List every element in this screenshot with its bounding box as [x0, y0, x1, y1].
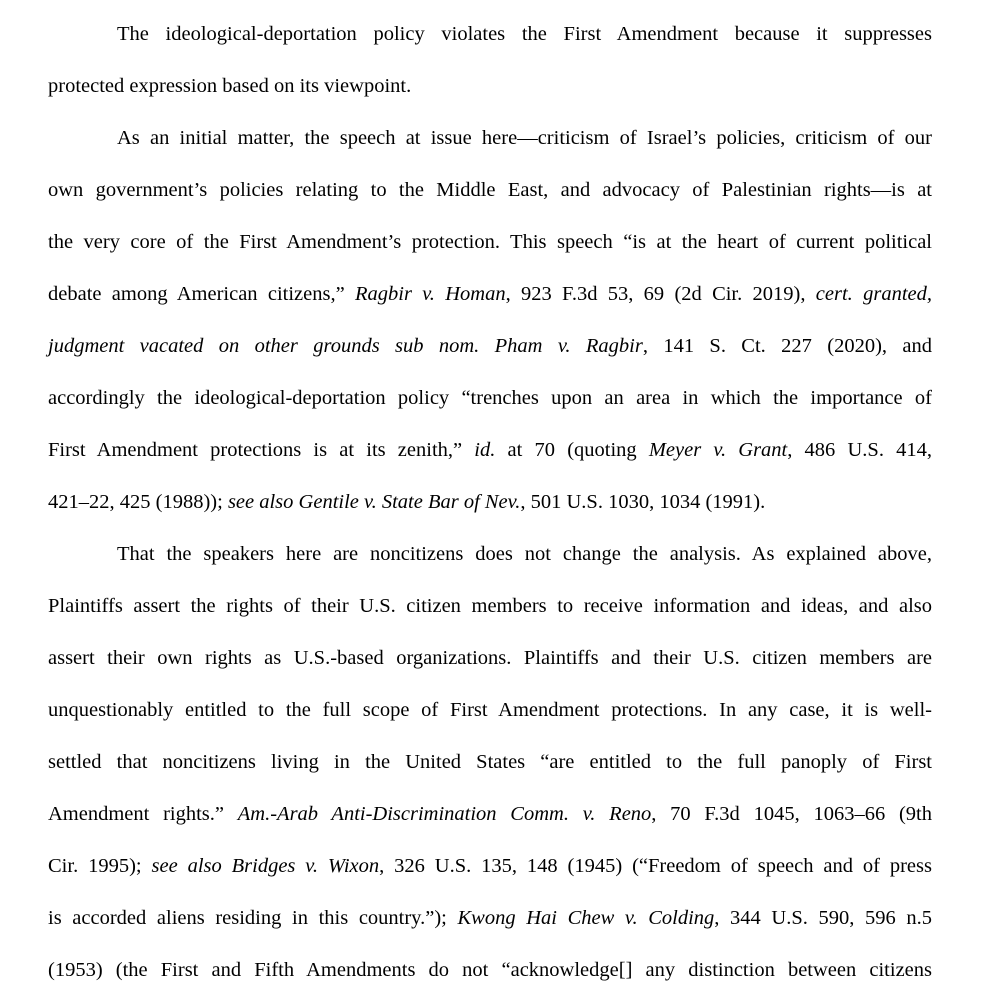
paragraph	[48, 8, 932, 112]
text-run: 421–22, 425 (1988));	[48, 491, 228, 513]
text-line	[48, 8, 932, 60]
text-run: protected expression based on its viewpoint.	[48, 75, 412, 97]
text-line	[48, 840, 932, 892]
text-run: Plaintiffs assert the rights of their U.S. citizen members to receive information and ideas, and also	[48, 595, 932, 617]
paragraph	[48, 528, 932, 996]
legal-brief-page	[48, 8, 932, 996]
text-line	[48, 788, 932, 840]
text-run: , 344 U.S. 590, 596 n.5	[714, 907, 932, 929]
text-run: own government’s policies relating to the Middle East, and advocacy of Palestinian rights—is at	[48, 179, 932, 201]
text-run: is accorded aliens residing in this country.”);	[48, 907, 458, 929]
italic-citation: Meyer v. Grant	[648, 439, 788, 461]
text-run: , 70 F.3d 1045, 1063–66 (9th	[651, 803, 932, 825]
italic-citation: id.	[474, 439, 496, 461]
text-run: First Amendment protections is at its zenith,”	[48, 439, 475, 461]
text-line	[48, 892, 932, 944]
text-run: the very core of the First Amendment’s protection. This speech “is at the heart of current political	[48, 231, 932, 253]
text-run: , 923 F.3d 53, 69 (2d Cir. 2019),	[505, 283, 816, 305]
text-line	[48, 580, 932, 632]
text-run: The ideological-deportation policy violates the First Amendment because it suppresses	[117, 23, 932, 45]
text-run: , 141 S. Ct. 227 (2020), and	[642, 335, 932, 357]
text-run: As an initial matter, the speech at issue here—criticism of Israel’s policies, criticism of our	[117, 127, 932, 149]
text-run: , 326 U.S. 135, 148 (1945) (“Freedom of speech and of press	[379, 855, 932, 877]
text-line	[48, 164, 932, 216]
text-line	[48, 632, 932, 684]
italic-citation: judgment vacated on other grounds sub nom. Pham v. Ragbir	[48, 335, 643, 357]
text-line	[48, 736, 932, 788]
text-line	[48, 372, 932, 424]
italic-citation: Kwong Hai Chew v. Colding	[457, 907, 715, 929]
italic-citation: Am.-Arab Anti-Discrimination Comm. v. Reno	[237, 803, 652, 825]
italic-citation: Ragbir v. Homan	[354, 283, 506, 305]
text-run: Amendment rights.”	[48, 803, 238, 825]
text-line	[48, 268, 932, 320]
text-line	[48, 944, 932, 996]
text-line	[48, 684, 932, 736]
text-run: That the speakers here are noncitizens does not change the analysis. As explained above,	[117, 543, 932, 565]
text-line	[48, 528, 932, 580]
text-run: (1953) (the First and Fifth Amendments do not “acknowledge[] any distinction between citizens	[48, 959, 932, 981]
text-line	[48, 216, 932, 268]
text-line	[48, 112, 932, 164]
italic-citation: see also Gentile v. State Bar of Nev.	[227, 491, 521, 513]
text-run: assert their own rights as U.S.-based organizations. Plaintiffs and their U.S. citizen members are	[48, 647, 932, 669]
text-run: , 501 U.S. 1030, 1034 (1991).	[520, 491, 766, 513]
text-run: debate among American citizens,”	[48, 283, 355, 305]
text-run: settled that noncitizens living in the United States “are entitled to the full panoply of First	[48, 751, 932, 773]
text-line	[48, 476, 932, 528]
text-run: Cir. 1995);	[48, 855, 152, 877]
italic-citation: cert. granted,	[815, 283, 932, 305]
text-line	[48, 320, 932, 372]
text-run: at 70 (quoting	[495, 439, 649, 461]
text-run: , 486 U.S. 414,	[787, 439, 932, 461]
paragraph	[48, 112, 932, 528]
italic-citation: see also Bridges v. Wixon	[151, 855, 380, 877]
text-run: unquestionably entitled to the full scope of First Amendment protections. In any case, it is well-	[48, 699, 932, 721]
text-line	[48, 60, 932, 112]
text-run: accordingly the ideological-deportation policy “trenches upon an area in which the importance of	[48, 387, 932, 409]
text-line	[48, 424, 932, 476]
